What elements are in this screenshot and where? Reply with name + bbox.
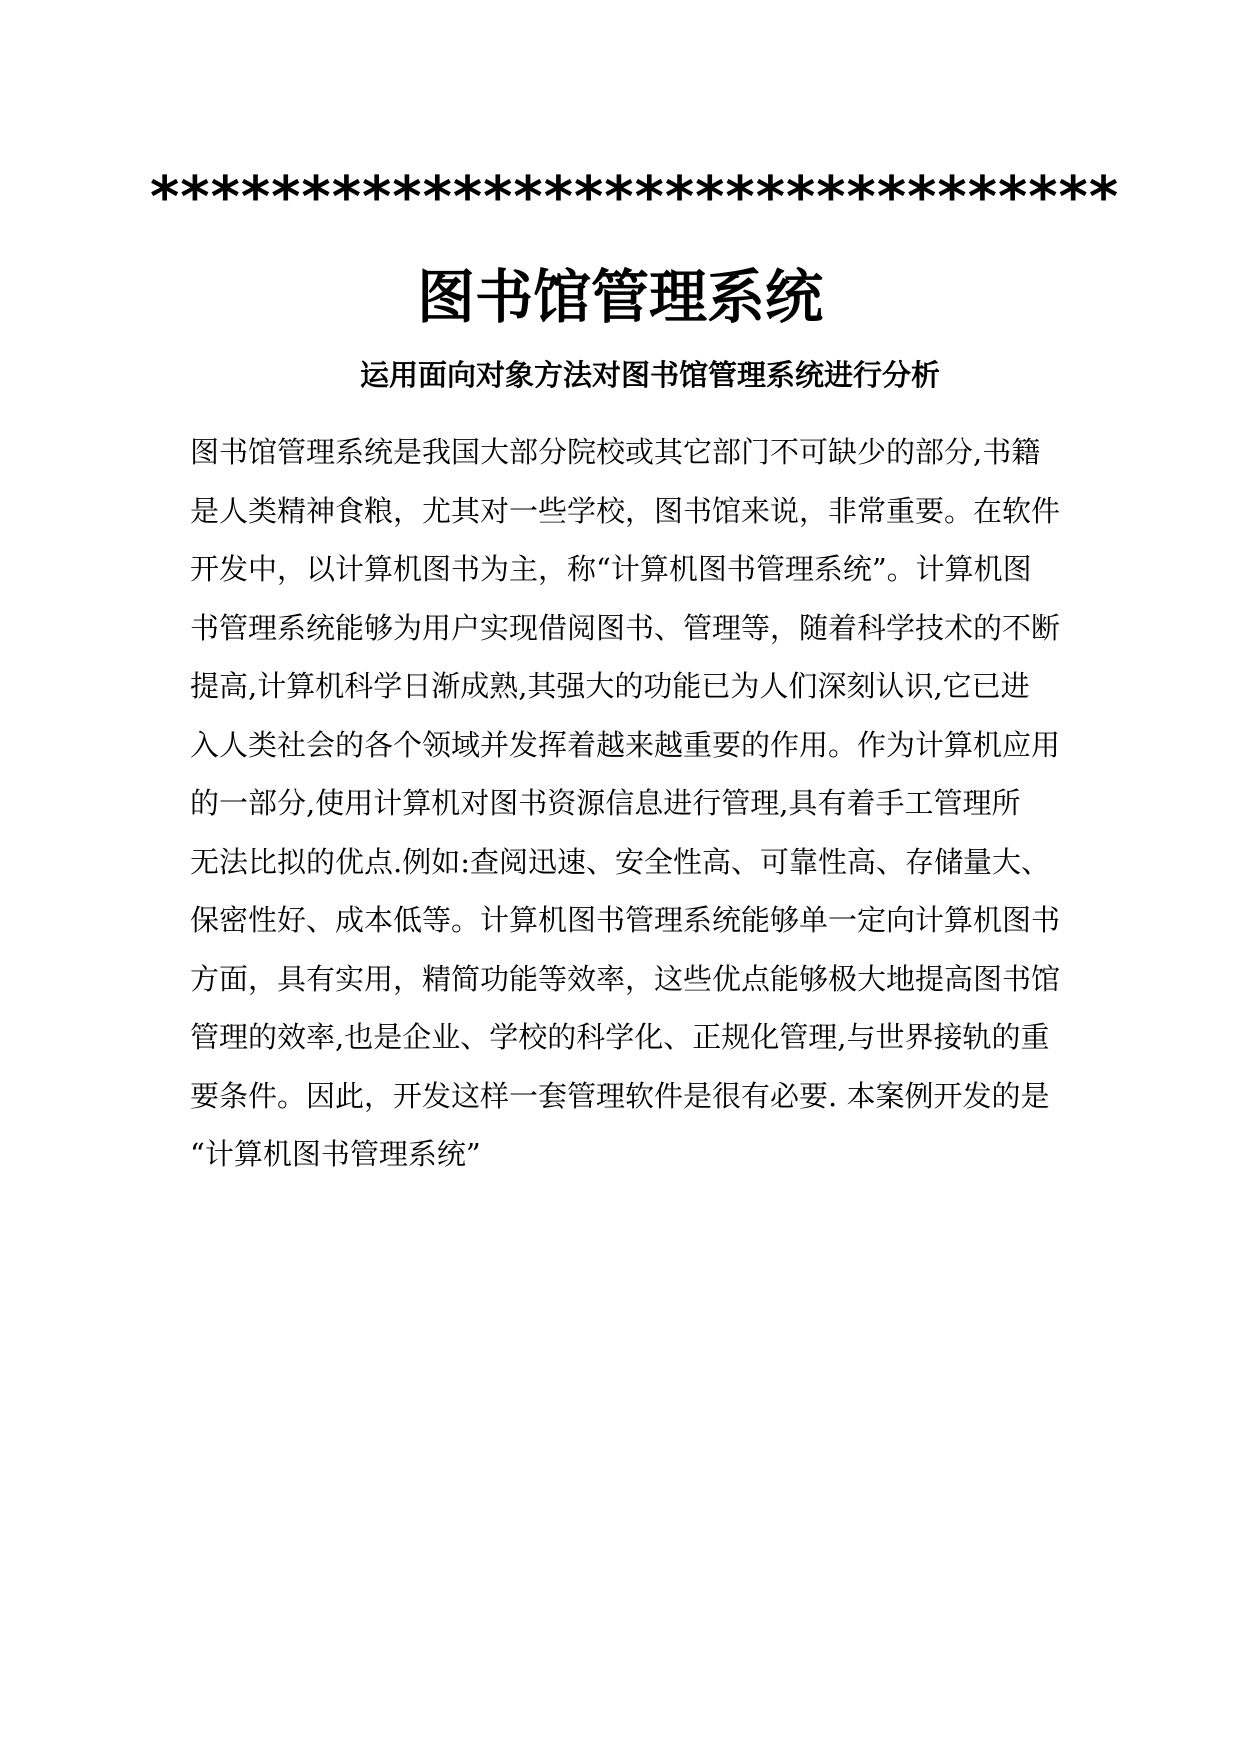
paragraph-line: 是人类精神食粮，尤其对一些学校，图书馆来说，非常重要。在软件	[190, 493, 1061, 528]
decorative-star-line: ********************************	[150, 165, 1120, 230]
paragraph-line: 要条件。因此，开发这样一套管理软件是很有必要. 本案例开发的是	[190, 1078, 1050, 1113]
paragraph-line: 书管理系统能够为用户实现借阅图书、管理等，随着科学技术的不断	[190, 610, 1061, 645]
paragraph-line: 管理的效率,也是企业、学校的科学化、正规化管理,与世界接轨的重	[190, 1020, 1050, 1054]
paragraph-line: “计算机图书管理系统”	[190, 1137, 481, 1171]
paragraph-line: 的一部分,使用计算机对图书资源信息进行管理,具有着手工管理所	[190, 786, 1021, 820]
body-paragraph	[190, 423, 1080, 1184]
paragraph-line: 开发中，以计算机图书为主，称“计算机图书管理系统”。计算机图	[190, 552, 1032, 586]
paragraph-line: 方面，具有实用，精简功能等效率，这些优点能够极大地提高图书馆	[190, 961, 1061, 996]
paragraph-line: 保密性好、成本低等。计算机图书管理系统能够单一定向计算机图书	[190, 903, 1061, 937]
paragraph-line: 入人类社会的各个领域并发挥着越来越重要的作用。作为计算机应用	[190, 727, 1061, 762]
paragraph-line: 图书馆管理系统是我国大部分院校或其它部门不可缺少的部分,书籍	[190, 435, 1041, 469]
page-subtitle: 运用面向对象方法对图书馆管理系统进行分析	[359, 358, 940, 392]
paragraph-line: 提高,计算机科学日渐成熟,其强大的功能已为人们深刻认识,它已进	[190, 669, 1030, 703]
page-title: 图书馆管理系统	[416, 263, 823, 331]
paragraph-line: 无法比拟的优点.例如:查阅迅速、安全性高、可靠性高、存储量大、	[190, 844, 1050, 879]
